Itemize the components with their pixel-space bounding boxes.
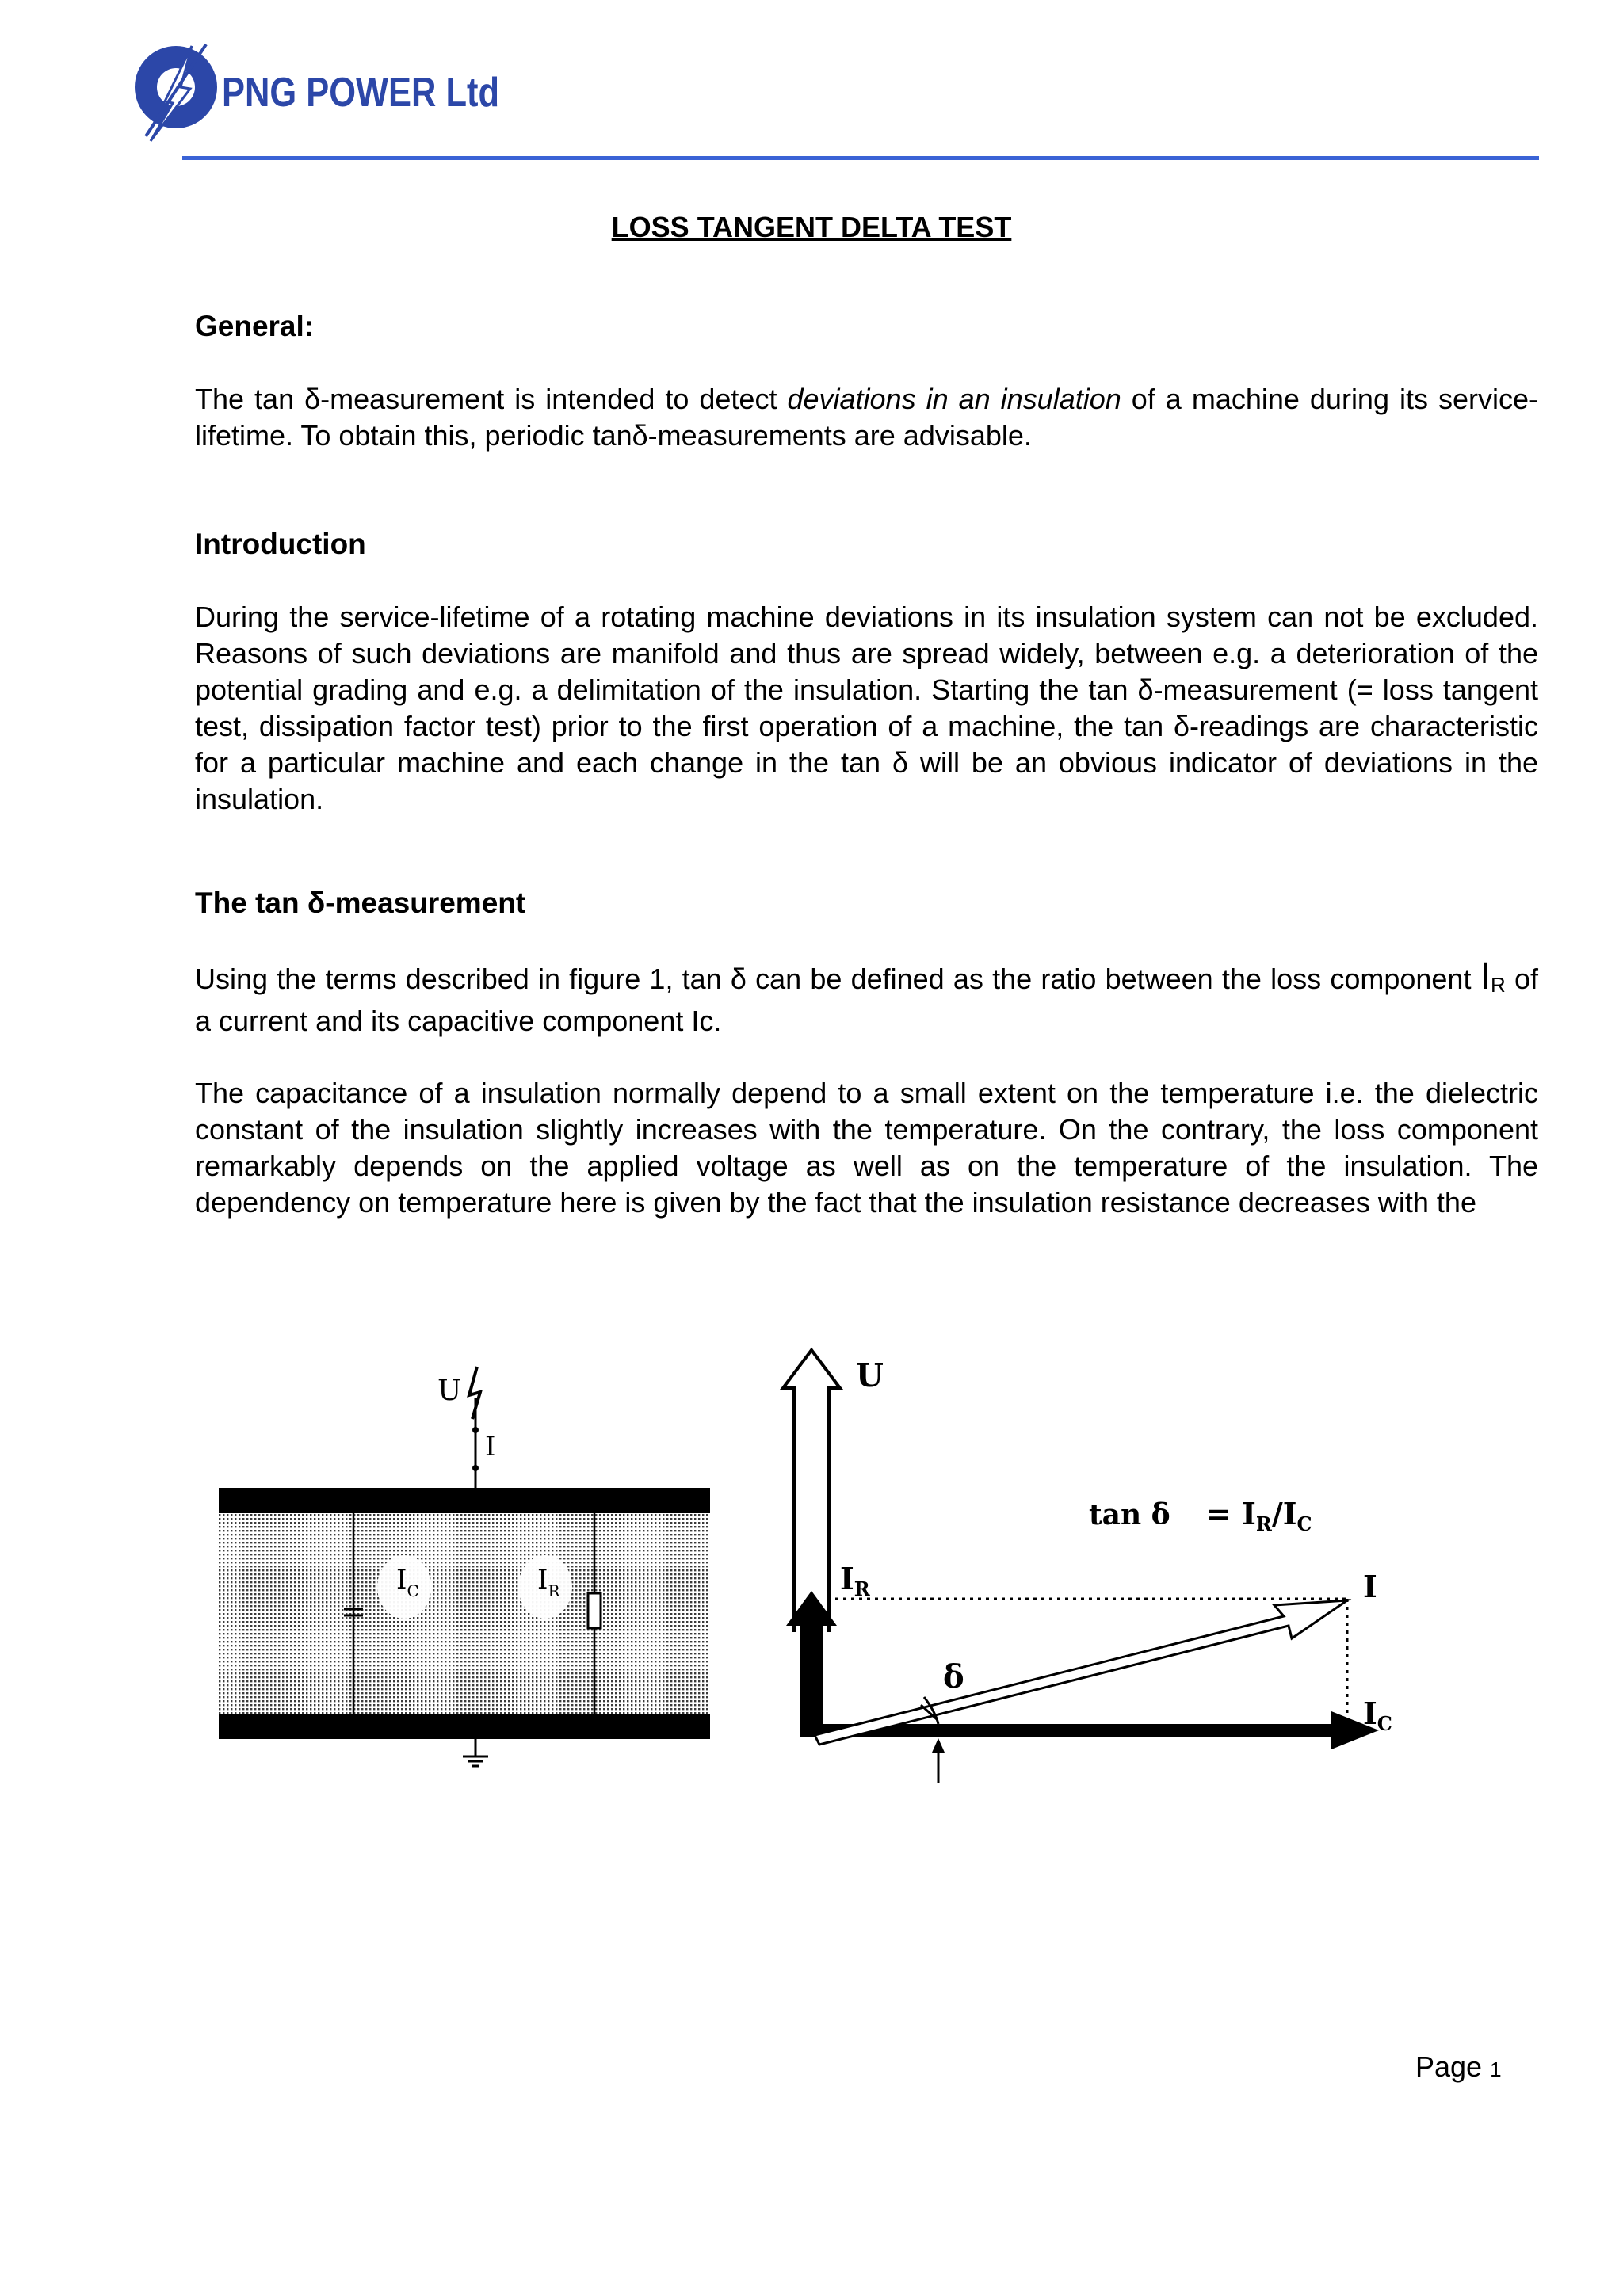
formula-lhs: tan δ <box>1089 1498 1170 1531</box>
current-arrow <box>815 1600 1347 1745</box>
label-u: U <box>437 1375 462 1407</box>
label-u: U <box>856 1357 884 1394</box>
label-ic: $I_C$ <box>1363 1695 1392 1735</box>
phasor-diagram <box>777 1339 1442 1798</box>
lightning-icon <box>469 1367 480 1419</box>
emphasis-text: deviations in an insulation <box>787 383 1121 415</box>
label-i: I <box>1363 1569 1377 1604</box>
label-delta: δ <box>943 1658 964 1695</box>
label-ir: $I_R$ <box>840 1561 870 1600</box>
ground-icon <box>463 1756 488 1766</box>
formula-rhs: = $I_R/I_C$ <box>1206 1496 1312 1535</box>
introduction-paragraph: During the service-lifetime of a rotating machine deviations in its insulation system can not be excluded. Reasons of such deviations are manifold and thus are spread widely, between e.g. a deterioration of the potential grading and e.g. a delimitation of the insulation. Starting the tan δ-measurement (= loss tangent test, dissipation factor test) prior to the first operation of a machine, the tan δ-readings are characteristic for a particular machine and each change in the tan δ will be an obvious indicator of deviations in the insulation. <box>195 601 1538 815</box>
logo-text: PNG POWER Ltd <box>222 70 499 116</box>
document-title: LOSS TANGENT DELTA TEST <box>611 211 1012 243</box>
measurement-heading: The tan δ-measurement <box>195 887 526 919</box>
measurement-paragraph-1: Using the terms described in figure 1, tan δ can be defined as the ratio between the loss component IR of a current and its capacitive component Ic. <box>195 955 1538 1037</box>
label-i: I <box>485 1431 496 1463</box>
page-number: Page 1 <box>1415 2050 1502 2083</box>
label-ic: $I_C$ <box>396 1564 419 1600</box>
general-paragraph: The tan δ-measurement is intended to detect deviations in an insulation of a machine during its service-lifetime. To obtain this, periodic tanδ-measurements are advisable. <box>195 383 1539 452</box>
general-heading: General: <box>195 310 315 342</box>
introduction-heading: Introduction <box>195 528 366 560</box>
top-electrode <box>219 1488 710 1513</box>
header-rule <box>182 156 1539 160</box>
resistor-icon <box>588 1593 601 1628</box>
company-logo <box>119 38 515 149</box>
bottom-electrode <box>219 1714 710 1739</box>
insulation-diagram <box>214 1351 721 1771</box>
measurement-paragraph-2: The capacitance of a insulation normally depend to a small extent on the temperature i.e. the dielectric constant of the insulation slightly increases with the temperature. On the contrary, the loss component remarkably depends on the applied voltage as well as on the temperature of the insulation. The dependency on temperature here is given by the fact that the insulation resistance decreases with the <box>195 1077 1538 1219</box>
voltage-arrow <box>783 1350 840 1632</box>
insulation-body <box>219 1500 710 1730</box>
label-ir: $I_R$ <box>537 1564 560 1600</box>
logo-emblem-icon <box>135 44 217 141</box>
